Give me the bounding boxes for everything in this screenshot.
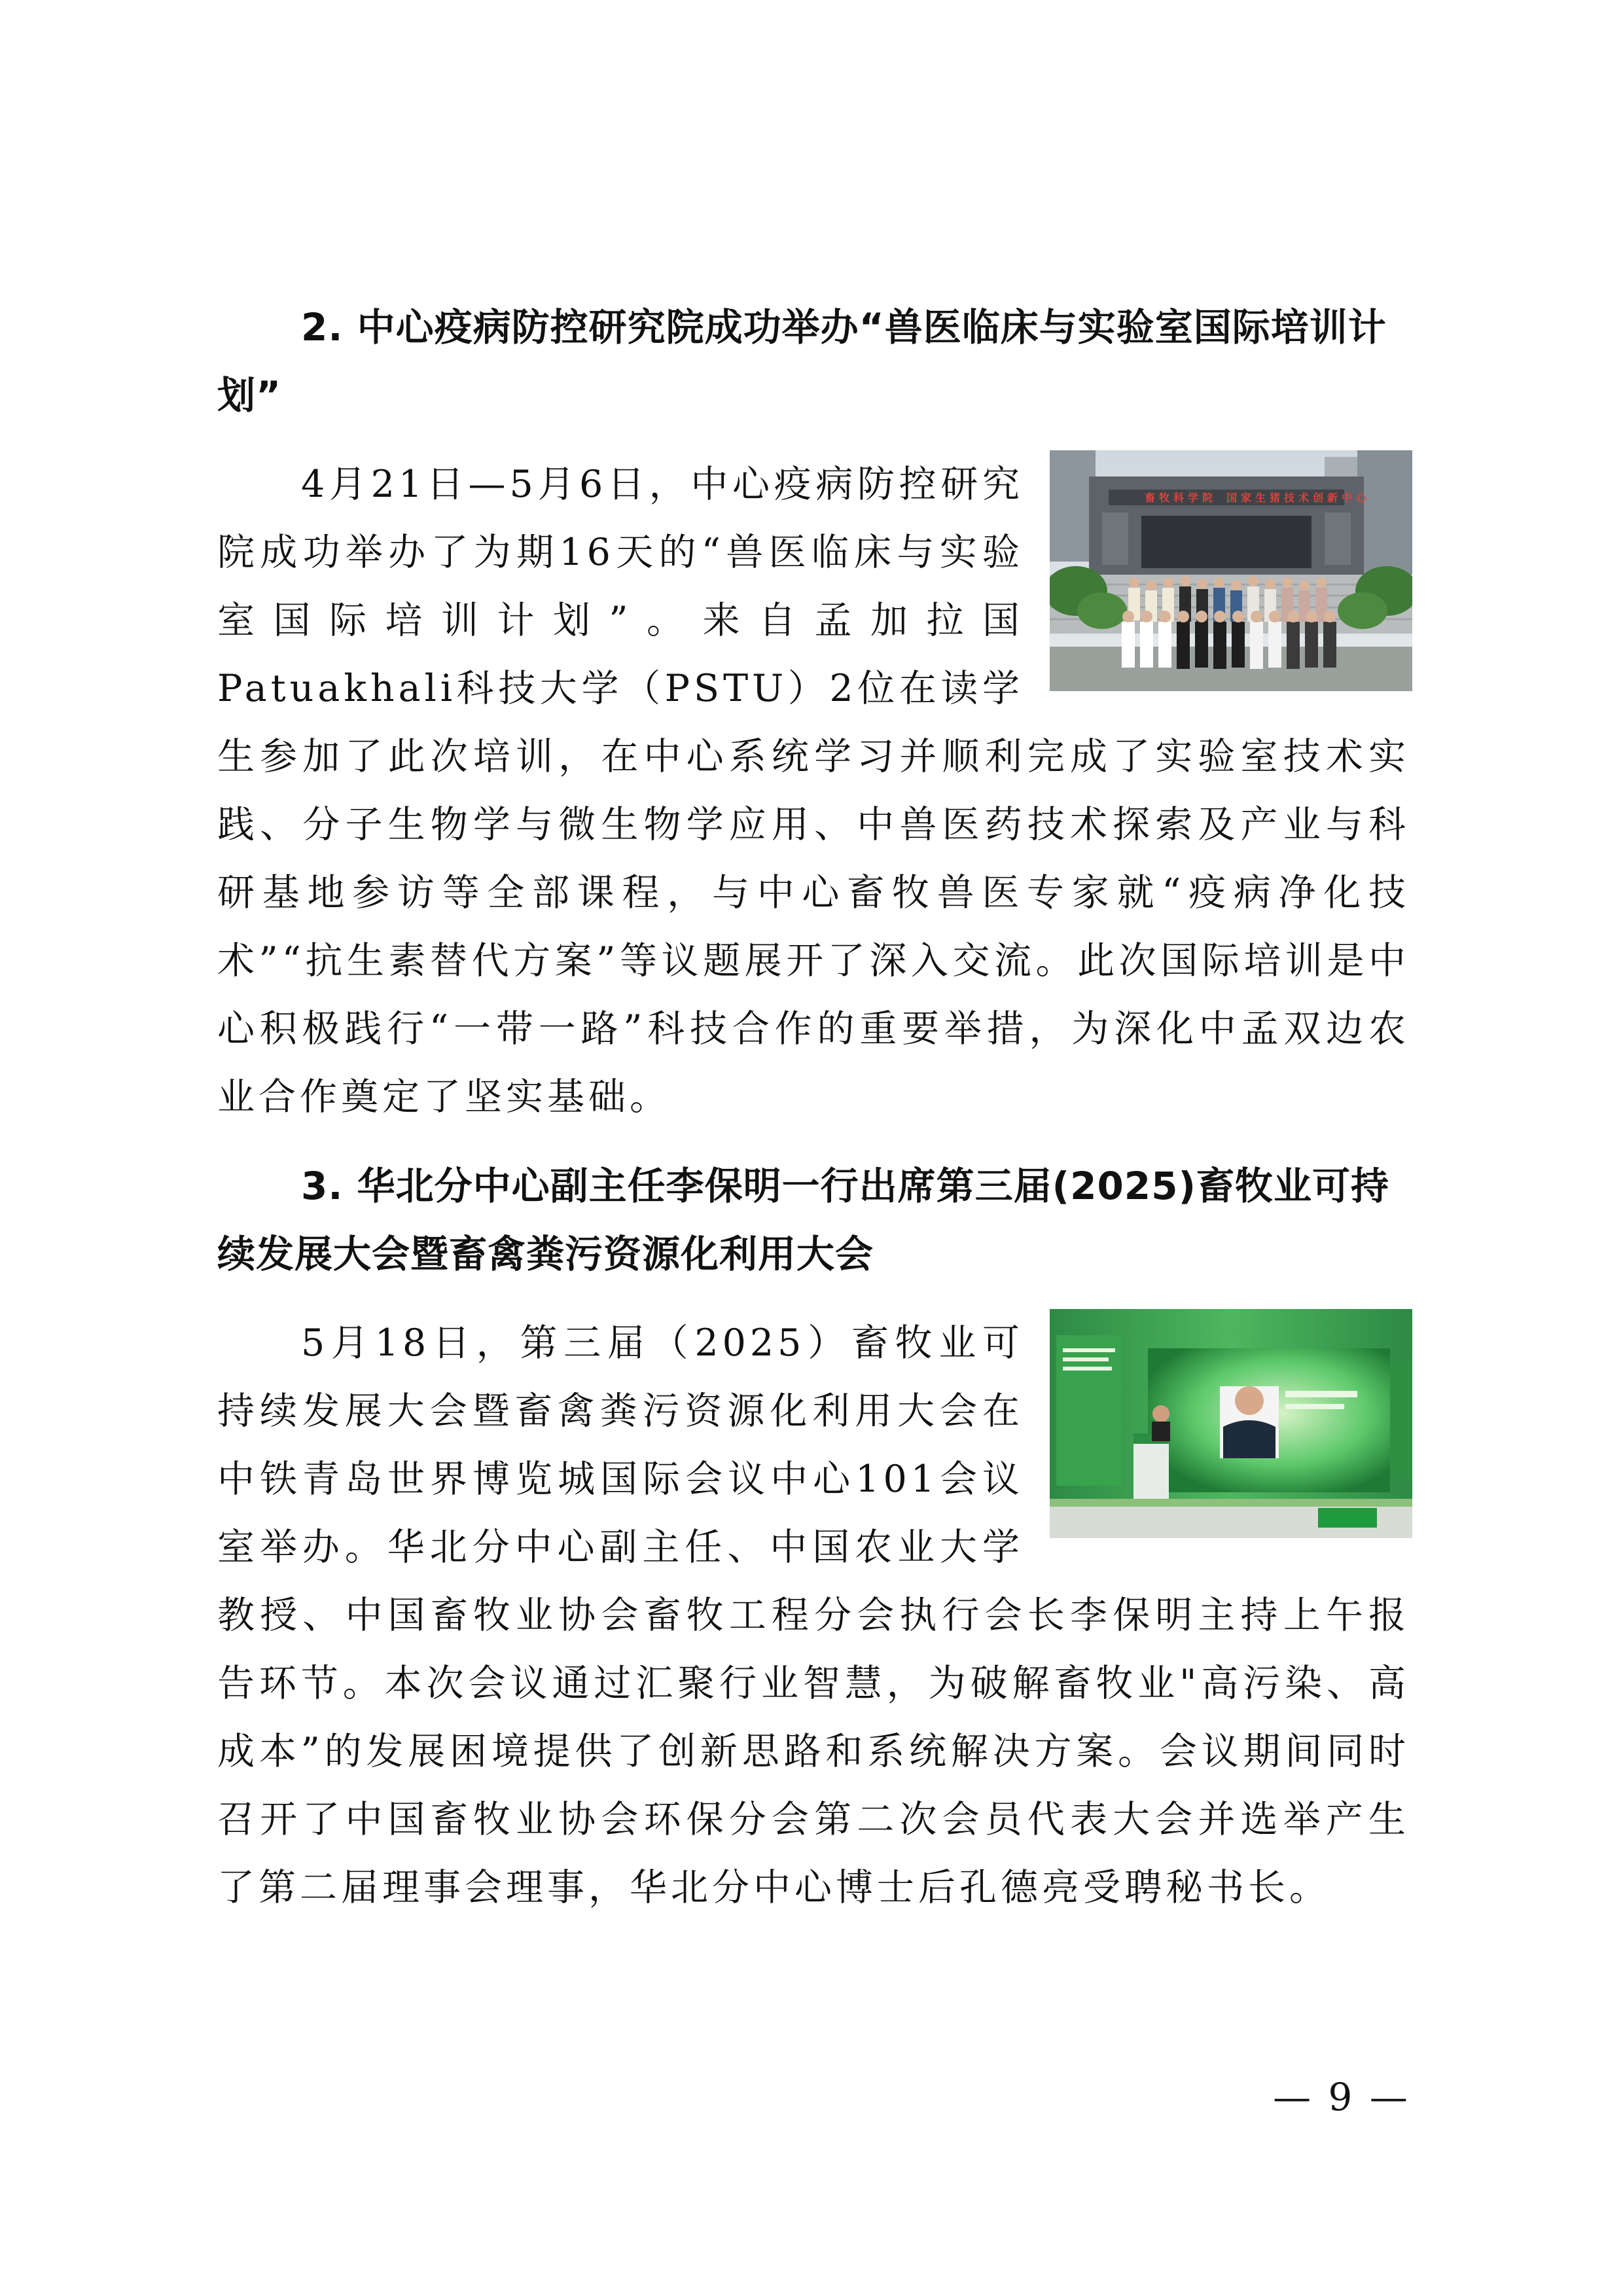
section-3-paragraph [217,1309,1410,1922]
section-2-body: 4月21日—5月6日，中心疫病防控研究院成功举办了为期16天的“兽医临床与实验室国际培训计划”。来自孟加拉国Patuakhali科技大学（PSTU）2位在读学生参加了此次培训，在中心系统学习并顺利完成了实验室技术实践、分子生物学与微生物学应用、中兽医药技术探索及产业与科研基地参访等全部课程，与中心畜牧兽医专家就“疫病净化技术”“抗生素替代方案”等议题展开了深入交流。此次国际培训是中心积极践行“一带一路”科技合作的重要举措，为深化中孟双边农业合作奠定了坚实基础。 [217,463,1410,1119]
section-3-heading: 3. 华北分中心副主任李保明一行出席第三届(2025)畜牧业可持续发展大会暨畜禽粪污资源化利用大会 [217,1164,1390,1276]
photo-sign-right: 国家生猪技术创新中心 [1226,492,1371,504]
photo-sign-left: 畜牧科学院 [1145,492,1217,504]
conference-speaker-photo [1050,1309,1412,1538]
page-number: — 9 — [1273,2075,1410,2119]
training-group-photo [1050,450,1412,691]
section-2-paragraph [217,450,1410,1131]
section-3-body: 5月18日，第三届（2025）畜牧业可持续发展大会暨畜禽粪污资源化利用大会在中铁青岛世界博览城国际会议中心101会议室举办。华北分中心副主任、中国农业大学教授、中国畜牧业协会畜牧工程分会执行会长李保明主持上午报告环节。本次会议通过汇聚行业智慧，为破解畜牧业"高污染、高成本”的发展困境提供了创新思路和系统解决方案。会议期间同时召开了中国畜牧业协会环保分会第二次会员代表大会并选举产生了第二届理事会理事，华北分中心博士后孔德亮受聘秘书长。 [217,1321,1410,1909]
section-2-heading: 2. 中心疫病防控研究院成功举办“兽医临床与实验室国际培训计划” [217,305,1387,418]
